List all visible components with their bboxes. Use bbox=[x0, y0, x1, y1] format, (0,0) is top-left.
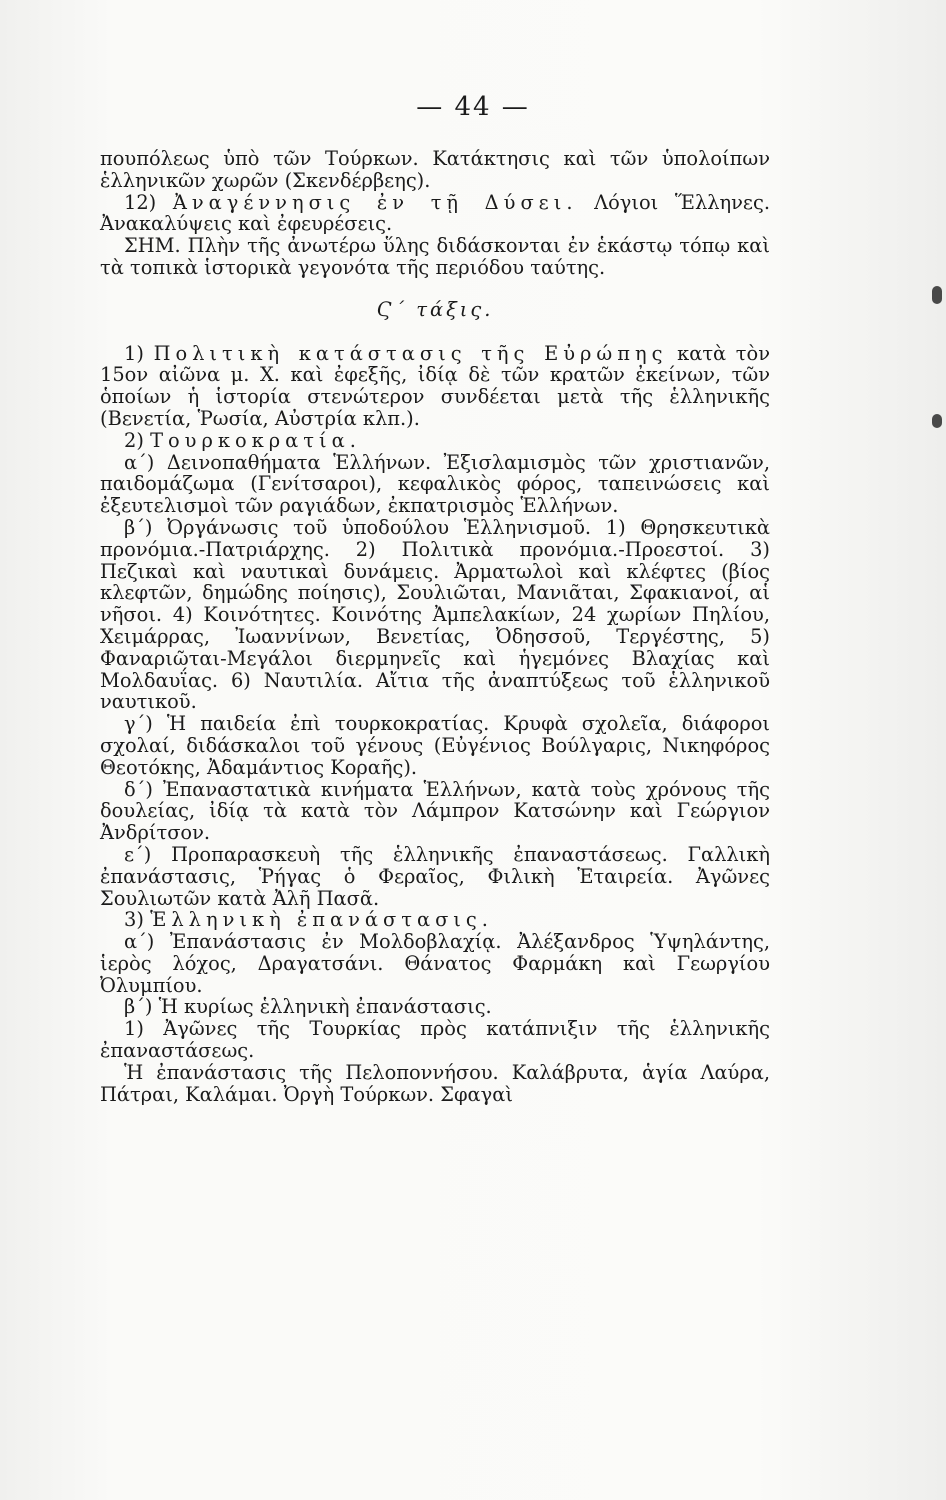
paragraph-text: Ἡ ἐπανάστασις τῆς Πελοποννήσου. Καλάβρυτα, ἁγία Λαύρα, Πάτραι, Καλάμαι. Ὀργὴ Τούρκων. Σφαγαὶ bbox=[100, 1060, 770, 1106]
paragraph-text: ε΄) Προπαρασκευὴ τῆς ἑλληνικῆς ἐπαναστάσεως. Γαλλικὴ ἐπανάστασις, Ῥήγας ὁ Φεραῖος, Φιλικὴ Ἑταιρεία. Ἀγῶνες Σουλιωτῶν κατὰ Ἀλῆ Πασᾶ. bbox=[100, 842, 770, 910]
paragraph-alpha bbox=[100, 452, 770, 517]
item-heading: Πολιτικὴ κατάστασις τῆς Εὐρώπης bbox=[153, 341, 668, 365]
paragraph-text: α΄) Δεινοπαθήματα Ἑλλήνων. Ἐξισλαμισμὸς τῶν χριστιανῶν, παιδομάζωμα (Γενίτσαροι), κεφαλικὸς φόρος, ταπεινώσεις καὶ ἐξευτελισμοὶ τῶν ραγιάδων, ἐκπατρισμὸς Ἑλλήνων. bbox=[100, 450, 770, 518]
item-number: 12) bbox=[124, 190, 173, 214]
page-number: — 44 — bbox=[416, 92, 530, 122]
item-number: 2) bbox=[124, 428, 151, 452]
paragraph-epsilon bbox=[100, 844, 770, 909]
heading-text: Ϛ΄ τάξις. bbox=[376, 297, 494, 321]
paragraph-text: ΣΗΜ. Πλὴν τῆς ἀνωτέρω ὕλης διδάσκονται ἐν ἑκάστῳ τόπῳ καὶ τὰ τοπικὰ ἱστορικὰ γεγονότα τῆς περιόδου ταύτης. bbox=[100, 234, 770, 279]
paragraph-text: β΄) Ὀργάνωσις τοῦ ὑποδούλου Ἑλληνισμοῦ. 1) Θρησκευτικὰ προνόμια.-Πατριάρχης. 2) Πολιτικὰ προνόμια.-Προεστοί. 3) Πεζικαὶ καὶ ναυτικαὶ δυνάμεις. Ἀρματωλοὶ καὶ κλέφτες (βίος κλεφτῶν, δημώδης ποίησις), Σουλιῶται, Μανιᾶται, Σφακιανοί, αἱ νῆσοι. 4) Κοινότητες. Κοινότης Ἀμπελακίων, 24 χωρίων Πηλίου, Χειμάρρας, Ἰωαννίνων, Βενετίας, Ὀδησσοῦ, Τεργέστης, 5) Φαναριῶται-Μεγάλοι διερμηνεῖς καὶ ἡγεμόνες Βλαχίας καὶ Μολδαυΐας. 6) Ναυτιλία. Αἴτια τῆς ἀναπτύξεως τοῦ ἑλληνικοῦ ναυτικοῦ. bbox=[100, 515, 770, 714]
item-number: 3) bbox=[124, 908, 151, 932]
paragraph-text: Λόγιοι Ἕλληνες. Ἀνακαλύψεις καὶ ἐφευρέσεις. bbox=[100, 190, 770, 236]
body-text bbox=[100, 148, 770, 1105]
paragraph-item-2 bbox=[100, 430, 770, 452]
paragraph-gamma bbox=[100, 713, 770, 778]
binding-hole-mark bbox=[932, 286, 942, 304]
paragraph-peloponnese bbox=[100, 1062, 770, 1106]
item-heading: Ἑλληνικὴ ἐπανάστασις. bbox=[150, 908, 493, 932]
paragraph-text: κατὰ τὸν 15ον αἰῶνα μ. Χ. καὶ ἐφεξῆς, ἰδίᾳ δὲ τῶν κρατῶν ἐκείνων, τῶν ὁποίων ἡ ἱστορία στενώτερον συνδέεται μετὰ τῆς ἑλληνικῆς (Βενετία, Ῥωσία, Αὐστρία κλπ.). bbox=[100, 341, 770, 430]
paragraph-item-3 bbox=[100, 909, 770, 931]
paragraph-text: πουπόλεως ὑπὸ τῶν Τούρκων. Κατάκτησις καὶ τῶν ὑπολοίπων ἑλληνικῶν χωρῶν (Σκενδέρβεης). bbox=[100, 147, 770, 192]
paragraph-text: β΄) Ἡ κυρίως ἑλληνικὴ ἐπανάστασις. bbox=[124, 995, 492, 1019]
paragraph-text: δ΄) Ἐπαναστατικὰ κινήματα Ἑλλήνων, κατὰ τοὺς χρόνους τῆς δουλείας, ἰδίᾳ τὰ κατὰ τὸν Λάμπρον Κατσώνην καὶ Γεώργιον Ἀνδρίτσον. bbox=[100, 777, 770, 845]
item-heading: Τουρκοκρατία. bbox=[150, 428, 361, 452]
paragraph-sub-1 bbox=[100, 1018, 770, 1062]
paragraph-beta-2 bbox=[100, 996, 770, 1018]
paragraph-item-1 bbox=[100, 343, 770, 430]
item-number: 1) bbox=[124, 341, 154, 365]
section-heading bbox=[100, 299, 770, 321]
note-paragraph bbox=[100, 235, 770, 279]
paragraph-text: α΄) Ἐπανάστασις ἐν Μολδοβλαχίᾳ. Ἀλέξανδρος Ὑψηλάντης, ἱερὸς λόχος, Δραγατσάνι. Θάνατος Φαρμάκη καὶ Γεωργίου Ὀλυμπίου. bbox=[100, 930, 770, 997]
paragraph-beta bbox=[100, 517, 770, 713]
paragraph bbox=[100, 148, 770, 192]
paragraph-alpha-2 bbox=[100, 931, 770, 996]
item-heading: Ἀναγέννησις ἐν τῇ Δύσει. bbox=[172, 190, 578, 214]
paragraph-text: 1) Ἀγῶνες τῆς Τουρκίας πρὸς κατάπνιξιν τῆς ἑλληνικῆς ἐπαναστάσεως. bbox=[100, 1017, 770, 1063]
paragraph-delta bbox=[100, 779, 770, 844]
paragraph-text: γ΄) Ἡ παιδεία ἐπὶ τουρκοκρατίας. Κρυφὰ σχολεῖα, διάφοροι σχολαί, διδάσκαλοι τοῦ γένους (Εὐγένιος Βούλγαρις, Νικηφόρος Θεοτόκης, Ἀδαμάντιος Κοραῆς). bbox=[100, 712, 770, 779]
paragraph-item-12 bbox=[100, 192, 770, 236]
binding-hole-mark bbox=[932, 414, 942, 428]
